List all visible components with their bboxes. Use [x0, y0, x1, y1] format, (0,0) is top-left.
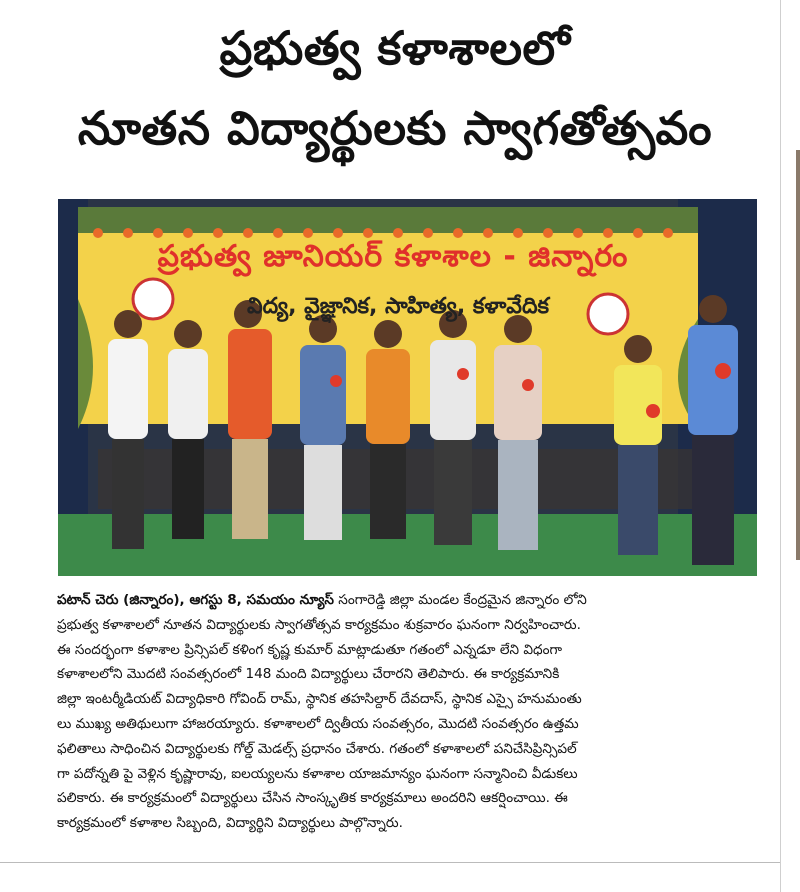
adjacent-photo-edge: [796, 150, 800, 560]
article-line: కార్యక్రమంలో కళాశాల సిబ్బంది, విద్యార్థిని విద్యార్థులు పాల్గొన్నారు.: [57, 815, 403, 832]
banner-title: ప్రభుత్వ జూనియర్ కళాశాల - జిన్నారం: [157, 239, 629, 274]
article-line: గా పదోన్నతి పై వెళ్లిన కృష్ణారావు, ఐలయ్యలను కళాశాల యాజమాన్యం ఘనంగా సన్మానించి వీడుకలు: [57, 765, 578, 782]
college-logo-left: [133, 279, 173, 319]
bottom-divider: [0, 862, 780, 863]
headline-line-1: ప్రభుత్వ కళాశాలలో: [219, 21, 571, 75]
article-line: కళాశాలలోని మొదటి సంవత్సరంలో 148 మంది విద్యార్థులు చేరారని తెలిపారు. ఈ కార్యక్రమానికి: [57, 666, 560, 683]
article-line: జిల్లా ఇంటర్మీడియట్ విద్యాధికారి గోవింద్ రామ్, స్థానిక తహసిల్దార్ దేవదాస్, స్థానిక ఎస్సై హనుమంతు: [57, 691, 582, 708]
dateline: పటాన్ చెరు (జిన్నారం), ఆగస్టు 8, సమయం న్యూస్: [57, 592, 334, 608]
article-line: లు ముఖ్య అతిథులుగా హాజరయ్యారు. కళాశాలలో ద్వితీయ సంవత్సరం, మొదటి సంవత్సరం ఉత్తమ: [57, 715, 579, 732]
article-line: ఈ సందర్భంగా కళాశాల ప్రిన్సిపల్ కళింగ కృష్ణ కుమార్ మాట్లాడుతూ గతంలో ఎన్నడూ లేని విధంగా: [57, 641, 563, 658]
article-line: ప్రభుత్వ కళాశాలలో నూతన విద్యార్థులకు స్వాగతోత్సవ కార్యక్రమం శుక్రవారం ఘనంగా నిర్వహించారు.: [57, 616, 581, 633]
banner-subtitle: విద్య, వైజ్ఞానిక, సాహిత్య, కళావేదిక: [247, 294, 549, 319]
article-line: ఫలితాలు సాధించిన విద్యార్థులకు గోల్డ్ మెడల్స్ ప్రధానం చేశారు. గతంలో కళాశాలలో పనిచేసిప్రిన్సిపల్: [57, 740, 577, 757]
event-photo: [58, 199, 757, 576]
headline-line-2: నూతన విద్యార్థులకు స్వాగతోత్సవం: [77, 101, 713, 155]
article-line: పలికారు. ఈ కార్యక్రమంలో విద్యార్థులు చేసిన సాంస్కృతిక కార్యక్రమాలు అందరిని ఆకర్షించాయి. ఈ: [57, 790, 568, 807]
article-text: సంగారెడ్డి జిల్లా మండల కేంద్రమైన జిన్నారం లోని: [333, 592, 587, 608]
college-logo-right: [588, 294, 628, 334]
article-body: [57, 588, 767, 836]
article-line: [57, 588, 767, 613]
